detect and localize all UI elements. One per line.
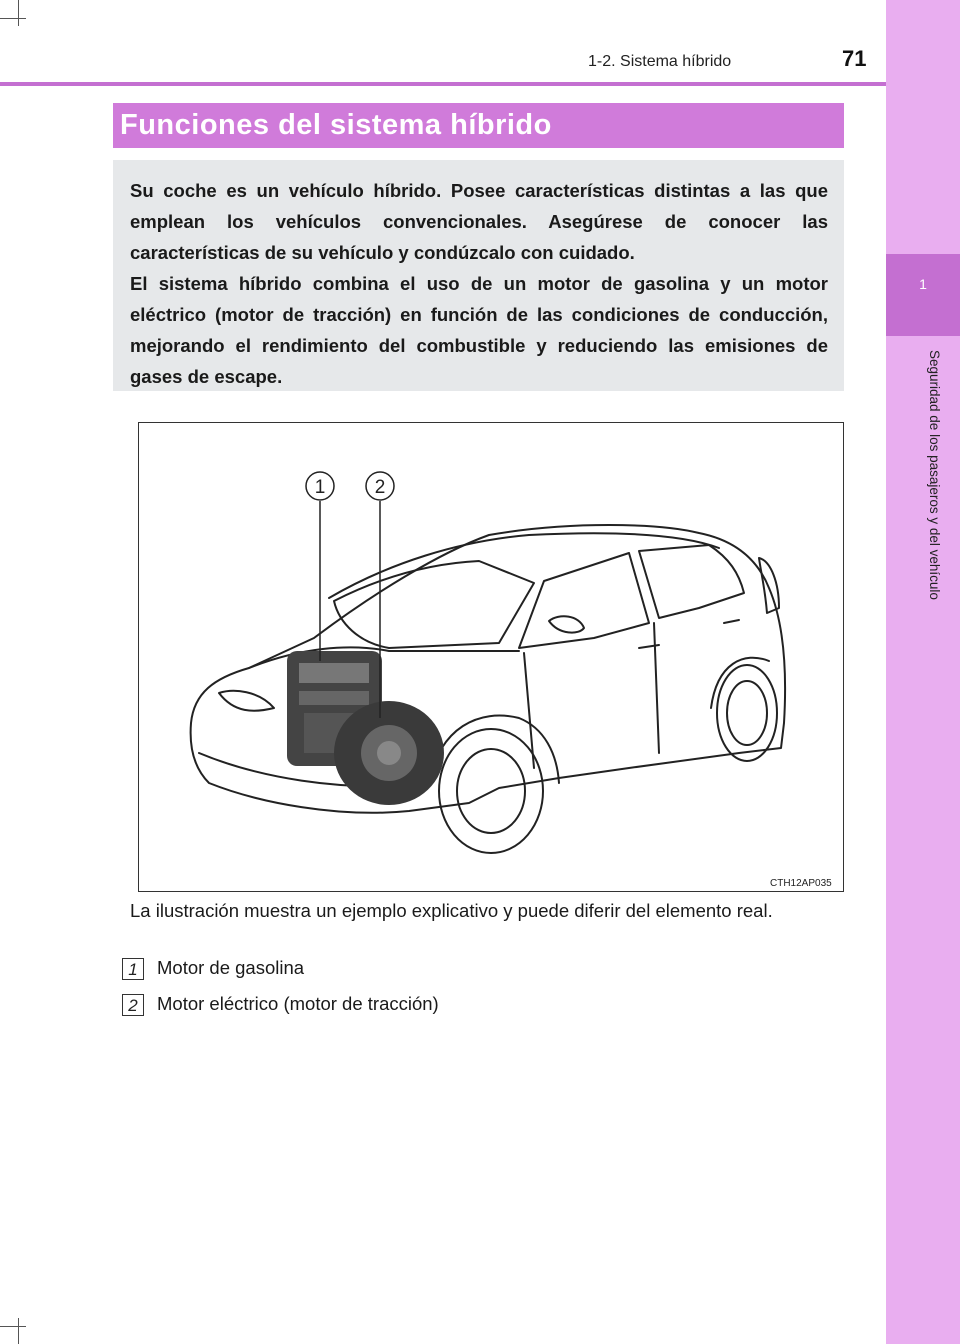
crop-mark: [18, 1318, 19, 1344]
door-handle: [639, 645, 659, 648]
section-label: 1-2. Sistema híbrido: [588, 53, 732, 70]
page-title: Funciones del sistema híbrido: [120, 109, 552, 141]
figure-caption: La ilustración muestra un ejemplo explicativo y puede diferir del elemento real.: [130, 900, 773, 921]
chapter-number: 1: [919, 276, 927, 292]
crop-mark: [0, 18, 26, 19]
headlight: [219, 691, 274, 711]
intro-paragraph: Su coche es un vehículo híbrido. Posee características distintas a las que emplean los vehículos convencionales. Asegúrese de conocer las características de su vehículo y condúzcalo con cuidado.: [130, 180, 828, 263]
crop-mark: [0, 1326, 26, 1327]
rear-wheel-rim: [727, 681, 767, 745]
chapter-tab: [886, 254, 960, 336]
side-mirror: [549, 616, 584, 632]
car-body-outline: [191, 525, 785, 813]
side-window-front: [519, 553, 649, 648]
intro-paragraph: El sistema híbrido combina el uso de un motor de gasolina y un motor eléctrico (motor de tracción) en función de las condiciones de conducción, mejorando el rendimiento del combustible y reduciendo las emisiones de gases de escape.: [130, 273, 828, 387]
callout-number-2: 2: [374, 477, 386, 498]
windshield: [334, 561, 534, 648]
hybrid-car-illustration: [139, 423, 843, 891]
legend-marker: 2: [122, 994, 144, 1016]
chapter-title: Seguridad de los pasajeros y del vehículo: [927, 350, 942, 600]
side-window-rear: [639, 545, 744, 618]
legend-marker: 1: [122, 958, 144, 980]
legend-label: Motor de gasolina: [157, 957, 305, 978]
crop-mark: [18, 0, 19, 26]
door-line: [654, 623, 659, 753]
figure-code: CTH12AP035: [770, 878, 832, 889]
door-line: [524, 653, 534, 768]
door-handle: [724, 620, 739, 623]
header-rule: [0, 82, 886, 86]
page-number: 71: [842, 46, 867, 71]
callout-number-1: 1: [314, 477, 326, 498]
legend-label: Motor eléctrico (motor de tracción): [157, 993, 439, 1014]
illustration-frame: [138, 422, 844, 892]
